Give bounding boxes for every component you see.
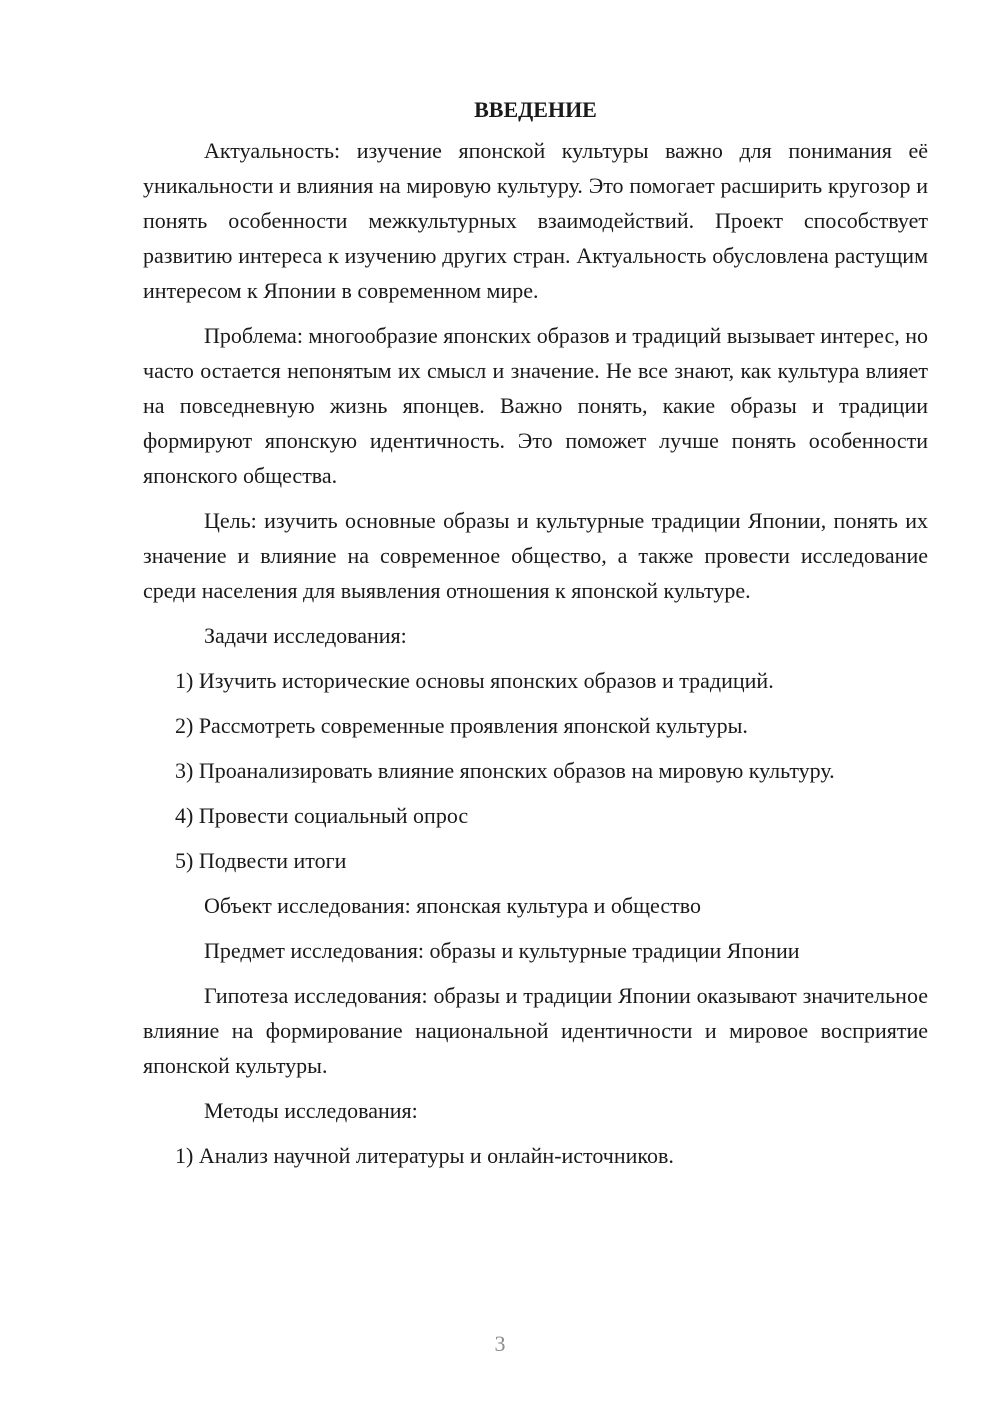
page-number: 3 [494,1331,506,1356]
subject-paragraph: Предмет исследования: образы и культурные традиции Японии [204,938,800,963]
document-page [143,92,928,1183]
methods-heading: Методы исследования: [204,1098,418,1123]
task-item-3: 3) Проанализировать влияние японских образов на мировую культуру. [175,758,835,783]
object-paragraph: Объект исследования: японская культура и общество [204,893,701,918]
relevance-paragraph: Актуальность: изучение японской культуры важно для понимания её уникальности и влияния на мировую культуру. Это помогает расширить кругозор и понять особенности межкультурных взаимодействий. Проект способствует развитию интереса к изучению других стран. Актуальность обусловлена растущим интересом к Японии в современном мире. [143,138,928,303]
task-item-4: 4) Провести социальный опрос [175,803,469,828]
goal-paragraph: Цель: изучить основные образы и культурные традиции Японии, понять их значение и влияние на современное общество, а также провести исследование среди населения для выявления отношения к японской культуре. [143,508,928,603]
hypothesis-paragraph: Гипотеза исследования: образы и традиции Японии оказывают значительное влияние на формирование национальной идентичности и мировое восприятие японской культуры. [143,983,928,1078]
tasks-heading: Задачи исследования: [204,623,407,648]
section-title: ВВЕДЕНИЕ [474,97,597,122]
task-item-2: 2) Рассмотреть современные проявления японской культуры. [175,713,748,738]
method-item-1: 1) Анализ научной литературы и онлайн-источников. [175,1143,674,1168]
task-item-1: 1) Изучить исторические основы японских образов и традиций. [175,668,774,693]
task-item-5: 5) Подвести итоги [175,848,347,873]
problem-paragraph: Проблема: многообразие японских образов и традиций вызывает интерес, но часто остается непонятым их смысл и значение. Не все знают, как культура влияет на повседневную жизнь японцев. Важно понять, какие образы и традиции формируют японскую идентичность. Это поможет лучше понять особенности японского общества. [143,323,928,488]
